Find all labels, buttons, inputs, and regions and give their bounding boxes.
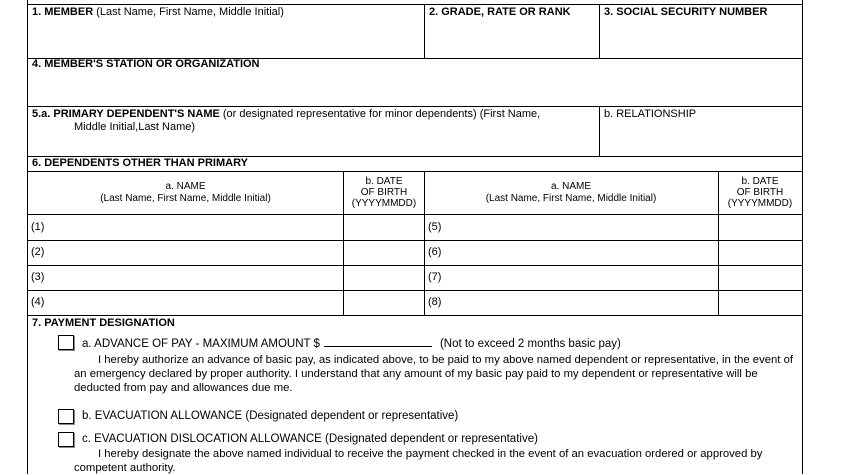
evacuation-dislocation-checkbox[interactable]: [58, 432, 74, 447]
payment-designation-label: 7. PAYMENT DESIGNATION: [32, 317, 175, 329]
divider: [718, 171, 719, 315]
dep-dob-header-left-3: (YYYYMMDD): [351, 198, 417, 209]
evacuation-dislocation-label: c. EVACUATION DISLOCATION ALLOWANCE (Designated dependent or representative): [82, 433, 538, 445]
dependent-name-field[interactable]: [50, 266, 340, 289]
dep-row-number: (5): [428, 221, 442, 233]
dep-dob-header-right-2: OF BIRTH: [736, 187, 784, 198]
dependent-name-field[interactable]: [448, 241, 716, 264]
primary-dependent-hint: Middle Initial,Last Name): [74, 121, 196, 133]
evacuation-allowance-label: b. EVACUATION ALLOWANCE (Designated dependent or representative): [82, 410, 459, 422]
divider: [343, 171, 344, 315]
divider: [599, 106, 600, 156]
dep-row-number: (2): [31, 246, 45, 258]
grade-label: 2. GRADE, RATE OR RANK: [429, 6, 571, 18]
dep-dob-header-left-1: b. DATE: [365, 176, 403, 187]
evacuation-allowance-checkbox[interactable]: [58, 409, 74, 424]
station-field[interactable]: [32, 72, 798, 104]
advance-of-pay-checkbox[interactable]: [58, 335, 74, 350]
dep-row-number: (7): [428, 271, 442, 283]
divider: [424, 4, 425, 58]
form-top-border: [28, 4, 802, 5]
dep-dob-header-right-3: (YYYYMMDD): [727, 198, 793, 209]
dependent-dob-field[interactable]: [346, 266, 422, 289]
dependents-label: 6. DEPENDENTS OTHER THAN PRIMARY: [32, 157, 248, 169]
dependent-name-field[interactable]: [448, 291, 716, 314]
dep-row-number: (3): [31, 271, 45, 283]
dep-dob-header-left-2: OF BIRTH: [360, 187, 408, 198]
advance-of-pay-line: a. ADVANCE OF PAY - MAXIMUM AMOUNT $ (Not to exceed 2 months basic pay): [82, 335, 621, 351]
dep-row-number: (4): [31, 296, 45, 308]
divider: [599, 4, 600, 58]
dep-row-number: (8): [428, 296, 442, 308]
member-label: 1. MEMBER (Last Name, First Name, Middle Initial): [32, 6, 284, 18]
primary-dependent-label: 5.a. PRIMARY DEPENDENT'S NAME (or designated representative for minor dependents) (First Name,: [32, 108, 541, 120]
divider: [28, 171, 802, 172]
advance-amount-field[interactable]: [324, 335, 432, 347]
dep-dob-header-right-1: b. DATE: [741, 176, 779, 187]
dep-row-number: (1): [31, 221, 45, 233]
dependent-dob-field[interactable]: [346, 291, 422, 314]
dependent-dob-field[interactable]: [721, 215, 799, 239]
dep-name-sub-right: (Last Name, First Name, Middle Initial): [485, 193, 657, 204]
ssn-label: 3. SOCIAL SECURITY NUMBER: [604, 6, 768, 18]
advance-authorization-text: I hereby authorize an advance of basic pay, as indicated above, to be paid to my above named dependent or representative, in the event of an emergency declared by proper authority. I understand that any amount of my basic pay paid to my dependent or representative will be deducted from pay and allowances due me.: [74, 354, 794, 394]
dependent-name-field[interactable]: [448, 215, 716, 239]
ssn-field[interactable]: [603, 22, 799, 56]
dep-name-sub-left: (Last Name, First Name, Middle Initial): [100, 193, 271, 204]
dependent-name-field[interactable]: [50, 215, 340, 239]
dep-name-header-right: a. NAME: [550, 181, 591, 192]
dependent-dob-field[interactable]: [721, 241, 799, 264]
dependent-name-field[interactable]: [448, 266, 716, 289]
dependent-dob-field[interactable]: [721, 291, 799, 314]
divider: [424, 171, 425, 315]
grade-field[interactable]: [428, 22, 596, 56]
designation-text: I hereby designate the above named individual to receive the payment checked in the event of an evacuation ordered or approved by competent authority.: [74, 448, 763, 474]
dep-row-number: (6): [428, 246, 442, 258]
relationship-label: b. RELATIONSHIP: [604, 108, 697, 120]
dependent-dob-field[interactable]: [721, 266, 799, 289]
primary-dependent-field[interactable]: [32, 135, 594, 155]
station-label: 4. MEMBER'S STATION OR ORGANIZATION: [32, 58, 260, 70]
dependent-dob-field[interactable]: [346, 215, 422, 239]
dependent-name-field[interactable]: [50, 241, 340, 264]
dependent-designation-form: [27, 0, 803, 474]
divider: [28, 315, 802, 316]
relationship-field[interactable]: [603, 122, 799, 155]
member-name-field[interactable]: [32, 22, 420, 56]
dep-name-header-left: a. NAME: [165, 181, 206, 192]
dependent-dob-field[interactable]: [346, 241, 422, 264]
divider: [28, 106, 802, 107]
dependent-name-field[interactable]: [50, 291, 340, 314]
